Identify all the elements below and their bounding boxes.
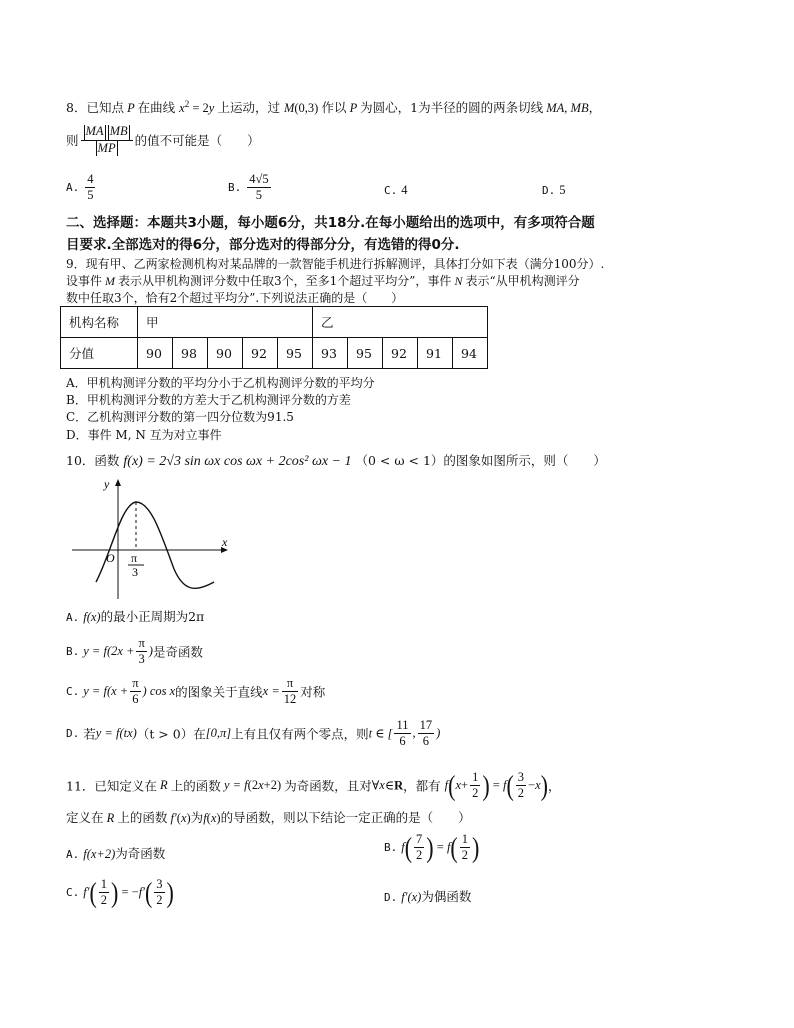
score-cell: 95 [348,338,383,369]
q9-option-d[interactable]: D．事件 M, N 互为对立事件 [66,428,222,442]
q8-fraction: $\frac{\text{MA MB}}{MP}$ [81,124,133,156]
q9-option-b[interactable]: B．甲机构测评分数的方差大于乙机构测评分数的方差 [66,393,351,407]
org-b-cell: 乙 [313,307,488,338]
section2-heading-line2: 目要求.全部选对的得6分，部分选对的得部分分，有选错的得0分. [66,237,460,253]
q8-option-d[interactable]: D. 5 [542,183,566,197]
q8-option-a[interactable]: A. $\frac{4}{5}$ [66,172,94,202]
q11-option-b[interactable]: B. f( $\frac{7}{2}$ ) = f( $\frac{1}{2}$ ) [384,830,480,864]
sine-graph [66,474,236,604]
score-cell: 94 [453,338,488,369]
table-header-cell: 机构名称 [61,307,138,338]
score-table [60,306,488,369]
score-cell: 92 [243,338,278,369]
score-cell: 91 [418,338,453,369]
q11-option-c[interactable]: C. f′( $\frac{1}{2}$ ) = −f′( $\frac{3}{2}$ ) [66,875,174,909]
q9-option-a[interactable]: A．甲机构测评分数的平均分小于乙机构测评分数的平均分 [66,376,375,390]
q10-option-c[interactable]: C. y = f(x + $\frac{\pi}{6}$ ) cos x的图象关于直线x = $\frac{\pi}{12}$ 对称 [66,676,326,706]
q11-line2: 定义在 R 上的函数 f′(x)为f(x)的导函数，则以下结论一定正确的是（ ） [66,810,471,825]
q9-line2: 设事件 M 表示从甲机构测评分数中任取3个，至多1个超过平均分”，事件 N 表示“从甲机构测评分 [66,274,580,288]
q8-option-c[interactable]: C. 4 [384,183,408,197]
table-row [61,307,488,338]
score-cell: 93 [313,338,348,369]
q11-option-d[interactable]: D. f′(x)为偶函数 [384,889,472,904]
q9-option-c[interactable]: C．乙机构测评分数的第一四分位数为91.5 [66,410,294,424]
q8-option-b[interactable]: B. $\frac{4√5}{5}$ [228,172,269,202]
q10-option-b[interactable]: B. y = f(2x + $\frac{\pi}{3}$ )是奇函数 [66,636,203,666]
q10-option-d[interactable]: D. 若y = f(tx)（t > 0）在[0,π]上有且仅有两个零点，则t ∈ [ $\frac{11}{6}$ , $\frac{17}{6}$ ) [66,718,441,748]
tick-numerator: π [131,551,138,565]
score-cell: 90 [208,338,243,369]
q8-expression-line: 则 $\frac{\text{MA MB}}{MP}$ 的值不可能是（ ） [66,124,260,155]
score-cell: 90 [138,338,173,369]
q9-line3: 数中任取3个，恰有2个超过平均分”.下列说法正确的是（ ） [66,291,404,305]
score-cell: 95 [278,338,313,369]
score-cell: 98 [173,338,208,369]
table-row [61,338,488,369]
origin-label: O [106,551,115,565]
tick-denominator: 3 [132,565,138,579]
org-a-cell: 甲 [138,307,313,338]
q10-stem: 10．函数 f(x) = 2√3 sin ωx cos ωx + 2cos² ωx − 1 （0 < ω < 1）的图象如图所示，则（ ） [66,453,606,469]
q10-formula: f(x) = 2√3 sin ωx cos ωx + 2cos² ωx − 1 [123,454,352,469]
y-axis-label: y [104,477,110,491]
q10-option-a[interactable]: A. f(x)的最小正周期为2π [66,609,205,624]
q9-line1: 9．现有甲、乙两家检测机构对某品牌的一款智能手机进行拆解测评，具体打分如下表（满分100分）. [66,257,605,271]
score-cell: 92 [383,338,418,369]
q11-line1: 11．已知定义在 R 上的函数 y = f(2x+2) 为奇函数，且对∀x∈R，都有 f(x+ $\frac{1}{2}$ ) = f( $\frac{3}{2}$ −x)， [66,768,561,802]
x-axis-label: x [222,535,228,549]
section2-heading-line1: 二、选择题：本题共3小题，每小题6分，共18分.在每小题给出的选项中，有多项符合题 [66,215,595,231]
q8-stem: 8．已知点 P 在曲线 $x^2 = 2y$ 上运动，过 M(0,3) 作以 P 为圆心，1为半径的圆的两条切线 MA, MB， [66,98,602,115]
q11-option-a[interactable]: A. f(x+2)为奇函数 [66,846,166,861]
table-row-label: 分值 [61,338,138,369]
